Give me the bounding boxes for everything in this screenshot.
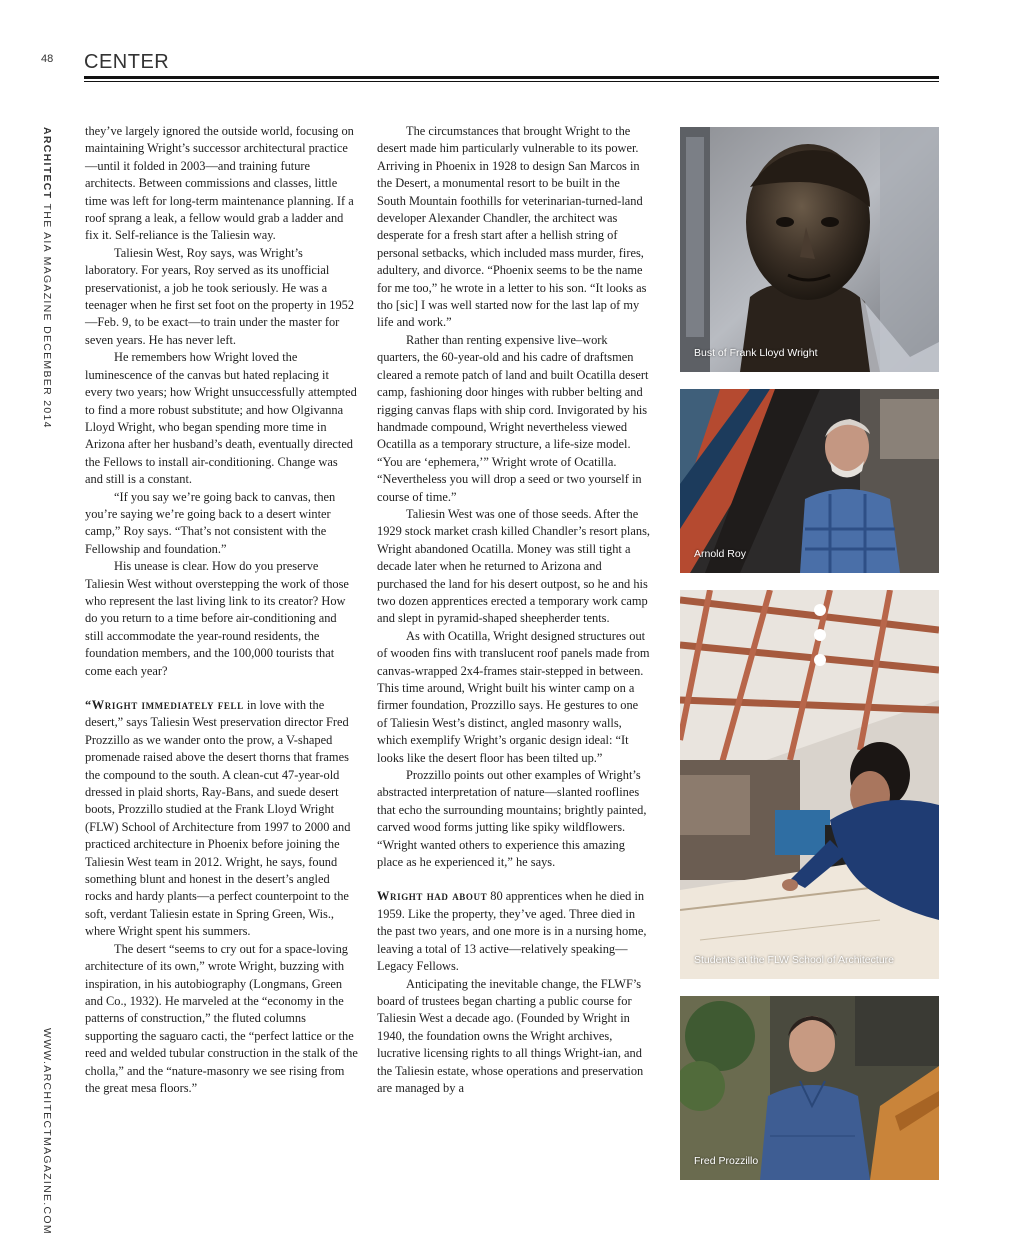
paragraph: Rather than renting expensive live–work quarters, the 60-year-old and his cadre of draftsmen cleared a remote patch of land and built Ocatilla desert camp, fashioning door hinges with rubber belting and rigging canvas flaps with ship cord. Invigorated by his handmade compound, Wright nevertheless viewed Ocatilla as a temporary structure, a life-size model. “You are ‘ephemera,’” Wright wrote of Ocatilla. “Nevertheless you will drop a seed or two yourself in course of time.” xyxy=(377,332,649,504)
website-url: WWW.ARCHITECTMAGAZINE.COM xyxy=(41,1028,53,1235)
paragraph: His unease is clear. How do you preserve Taliesin West without overstepping the work of those who represent the last living link to its creator? How do you return to a time before air-conditioning and still accommodate the year-round residents, the foundation members, and the 100,000 tourists that come each year? xyxy=(85,559,349,678)
issue-date: DECEMBER 2014 xyxy=(41,326,53,429)
paragraph-text: 80 apprentices when he died in 1959. Like the property, they’ve aged. Three died in the past two years, and one more is in a nursing home, leaving a total of 13 active—relatively speaking—Legacy Fellows. xyxy=(377,889,647,974)
paragraph: The desert “seems to cry out for a space-loving architecture of its own,” wrote Wright, buzzing with inspiration, in his autobiography (Longmans, Green and Co., 1932). He marveled at the “economy in the patterns of construction,” the fluted columns supporting the saguaro cacti, the “perfect lattice or the reed and welded tubular construction in the stalk of the cholla,” and the “nature-masonry we see rising from the great mesa floors.” xyxy=(85,941,358,1095)
page-number: 48 xyxy=(41,53,54,65)
photo-fred-prozzillo xyxy=(680,996,939,1180)
paragraph: Anticipating the inevitable change, the FLWF’s board of trustees began charting a public course for Taliesin West a decade ago. (Founded by Wright in 1940, the foundation owns the Wright archives, lucrative licensing rights to all things Wright-ian, and the Taliesin estate, whose operations and preservation are managed by a xyxy=(377,976,644,1095)
paragraph: Prozzillo points out other examples of Wright’s abstracted interpretation of nature—slanted rooflines that echo the surrounding mountains; brightly painted, carved wood forms jutting like spiky wildflowers. “Wright wanted others to experience this amazing place as he experienced it,” he says. xyxy=(377,768,647,870)
header-rule xyxy=(84,76,939,79)
paragraph: they’ve largely ignored the outside world, focusing on maintaining Wright’s successor architectural practice—until it folded in 2003—and training future architects. Between commissions and classes, little time was left for long-term maintenance planning. If a roof sprang a leak, a fellow would grab a ladder and fix it. Self-reliance is the Taliesin way. xyxy=(85,124,354,243)
paragraph-text: in love with the desert,” says Taliesin West preservation director Fred Prozzillo as we wander onto the prow, a V-shaped promenade raised above the desert thorns that frames the compound to the south. A clean-cut 47-year-old dressed in plaid shorts, Ray-Bans, and suede desert boots, Prozzillo studied at the Frank Lloyd Wright (FLW) School of Architecture from 1997 to 2000 and practiced architecture in Phoenix before joining the Taliesin West team in 2012. Wright, he says, found something blunt and honest in the desert’s angled rocks and hardy plants—a perfect counterpoint to the soft, verdant Taliesin estate in Spring Green, Wis., where Wright spent his summers. xyxy=(85,698,351,939)
header-rule-thin xyxy=(84,81,939,82)
photo-arnold-roy xyxy=(680,389,939,573)
students-image xyxy=(680,590,939,979)
arnold-roy-image xyxy=(680,389,939,573)
photo-caption: Arnold Roy xyxy=(694,548,746,560)
photo-students xyxy=(680,590,939,979)
magazine-masthead xyxy=(41,127,53,429)
section-lead-in: Wright had about xyxy=(377,889,488,904)
section-paragraph xyxy=(377,888,650,975)
article-column-2 xyxy=(377,123,650,1097)
paragraph: He remembers how Wright loved the luminescence of the canvas but hated replacing it every two years; how Wright unsuccessfully attempted to find a more robust substitute; and how Olgivanna Lloyd Wright, who began spending more time in Arizona after her husband’s death, eventually directed the Fellows to install air-conditioning. Change was and still is a constant. xyxy=(85,350,357,487)
section-lead-in: “Wright immediately fell xyxy=(85,698,244,712)
paragraph: As with Ocatilla, Wright designed structures out of wooden fins with translucent roof panels made from canvas-wrapped 2x4-frames stair-stepped in between. This time around, Wright built his winter camp on a firmer foundation, Prozzillo says. He gestures to one of Taliesin West’s distinct, angled masonry walls, which exemplify Wright’s organic design ideal: “It looks like the desert floor has been tilted up.” xyxy=(377,628,650,765)
section-title: CENTER xyxy=(84,51,170,73)
bust-image xyxy=(680,127,939,372)
fred-prozzillo-image xyxy=(680,996,939,1180)
magazine-brand: ARCHITECT xyxy=(41,127,53,200)
photo-caption: Fred Prozzillo xyxy=(694,1155,759,1167)
article-column-1 xyxy=(85,123,358,1097)
paragraph: Taliesin West, Roy says, was Wright’s laboratory. For years, Roy served as its unofficial preservationist, a job he took seriously. He was a teenager when he first set foot on the property in 1952—Feb. 9, to be exact—to train under the master for seven years. He has never left. xyxy=(85,245,355,347)
photo-caption: Students at the FLW School of Architecture xyxy=(694,954,894,966)
magazine-name: THE AIA MAGAZINE xyxy=(41,203,53,322)
paragraph: Taliesin West was one of those seeds. After the 1929 stock market crash killed Chandler’s resort plans, Wright abandoned Ocatilla. Money was still tight a decade later when he returned to Arizona and purchased the land for his desert outpost, so he and his two dozen apprentices erected a temporary work camp and slept in pyramid-shaped sheepherder tents. xyxy=(377,506,650,626)
section-paragraph xyxy=(85,697,358,941)
photo-bust xyxy=(680,127,939,372)
paragraph: The circumstances that brought Wright to the desert made him particularly vulnerable to its power. Arriving in Phoenix in 1928 to design San Marcos in the Desert, a monumental resort to be built in the South Mountain foothills for veterinarian-turned-land developer Alexander Chandler, the architect was desperate for a fresh start after a hellish string of personal setbacks, which included mass murder, fires, adultery, and divorce. “Phoenix seems to be the name for me too,” he wrote in a letter to his son. “It looks as tho [sic] I was well started now for the last lap of my life and work.” xyxy=(377,124,647,330)
paragraph: “If you say we’re going back to canvas, then you’re saying we’re going back to a desert winter camp,” Roy says. “That’s not consistent with the Fellowship and foundation.” xyxy=(85,489,336,556)
photo-caption: Bust of Frank Lloyd Wright xyxy=(694,347,818,359)
